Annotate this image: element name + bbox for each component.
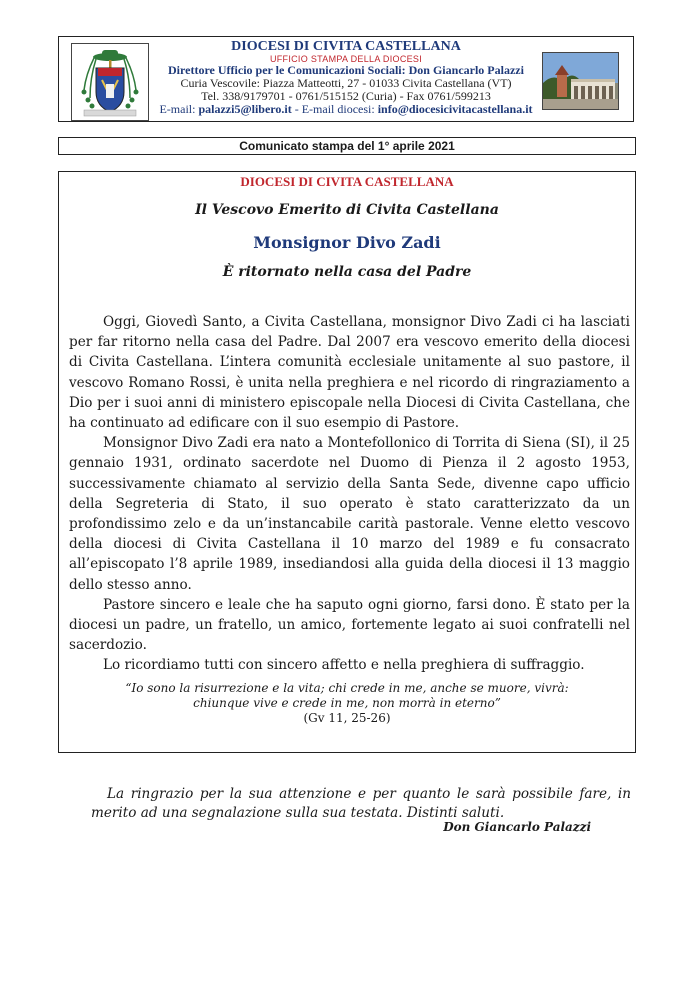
letterhead-subtitle: UFFICIO STAMPA DELLA DIOCESI bbox=[269, 54, 423, 64]
paragraph: Monsignor Divo Zadi era nato a Montefollonico di Torrita di Siena (SI), il 25 gennaio 1931, ordinato sacerdote nel Duomo di Pienza il 2 agosto 1953, successivamente chiamato al servizio della Santa Sede, divenne capo ufficio della Segreteria di Stato, il suo operato è stato caratterizzato da un profondissimo zelo e da un’instancabile carità pastorale. Venne eletto vescovo della diocesi di Civita Castellana il 10 marzo del 1989 e fu consacrato all’episcopato l’8 aprile 1989, insediandosi alla guida della diocesi il 13 maggio dello stesso anno. bbox=[69, 435, 630, 593]
letterhead-text bbox=[129, 39, 563, 116]
letterhead-address: Curia Vescovile: Piazza Matteotti, 27 - 01033 Civita Castellana (VT) bbox=[180, 76, 512, 90]
quote-line: chiunque vive e crede in me, non morrà in eterno” bbox=[193, 696, 501, 710]
diocese-heading: DIOCESI DI CIVITA CASTELLANA bbox=[240, 174, 454, 189]
press-release-box bbox=[58, 171, 636, 753]
press-release-date: Comunicato stampa del 1° aprile 2021 bbox=[58, 137, 636, 155]
letterhead-emails bbox=[129, 103, 563, 116]
bishop-name: Monsignor Divo Zadi bbox=[253, 233, 441, 252]
email-label: E-mail: bbox=[159, 102, 199, 116]
bishop-title: Il Vescovo Emerito di Civita Castellana bbox=[195, 202, 499, 218]
paragraph: Oggi, Giovedì Santo, a Civita Castellana, monsignor Divo Zadi ci ha lasciati per far ritorno nella casa del Padre. Dal 2007 era vescovo emerito della diocesi di Civita Castellana. L’intera comunità ecclesiale unitamente al suo pastore, il vescovo Romano Rossi, è unita nella preghiera e nel ricordo di ringraziamento a Dio per i suoi anni di ministero episcopale nella Diocesi di Civita Castellana, che ha continuato ad edificare con il suo esempio di Pastore. bbox=[69, 314, 630, 432]
closing-text: La ringrazio per la sua attenzione e per quanto le sarà possibile fare, in merito ad una segnalazione sulla sua testata. Distinti saluti. bbox=[91, 786, 631, 821]
paragraph: Pastore sincero e leale che ha saputo ogni giorno, farsi dono. È stato per la diocesi un padre, un fratello, un amico, fortemente legato ai suoi confratelli nel sacerdozio. bbox=[69, 596, 630, 654]
letterhead-director: Direttore Ufficio per le Comunicazioni Sociali: Don Giancarlo Palazzi bbox=[168, 63, 524, 77]
letterhead bbox=[58, 36, 634, 122]
letterhead-title: DIOCESI DI CIVITA CASTELLANA bbox=[231, 39, 461, 54]
email-diocese-link[interactable]: info@diocesicivitacastellana.it bbox=[377, 102, 533, 116]
bible-quote bbox=[59, 681, 635, 726]
letterhead-phones: Tel. 338/9179701 - 0761/515152 (Curia) - Fax 0761/599213 bbox=[201, 89, 491, 103]
paragraph: Lo ricordiamo tutti con sincero affetto e nella preghiera di suffraggio. bbox=[103, 657, 585, 674]
quote-line: “Io sono la risurrezione e la vita; chi crede in me, anche se muore, vivrà: bbox=[125, 681, 569, 695]
announcement-subtitle: È ritornato nella casa del Padre bbox=[222, 264, 472, 280]
press-release-body bbox=[69, 312, 630, 676]
quote-reference: (Gv 11, 25-26) bbox=[303, 711, 391, 725]
cathedral-photo bbox=[542, 52, 619, 110]
email-separator: - E-mail diocesi: bbox=[291, 102, 378, 116]
signature: Don Giancarlo Palazzi bbox=[443, 820, 591, 834]
email-link[interactable]: palazzi5@libero.it bbox=[198, 102, 292, 116]
